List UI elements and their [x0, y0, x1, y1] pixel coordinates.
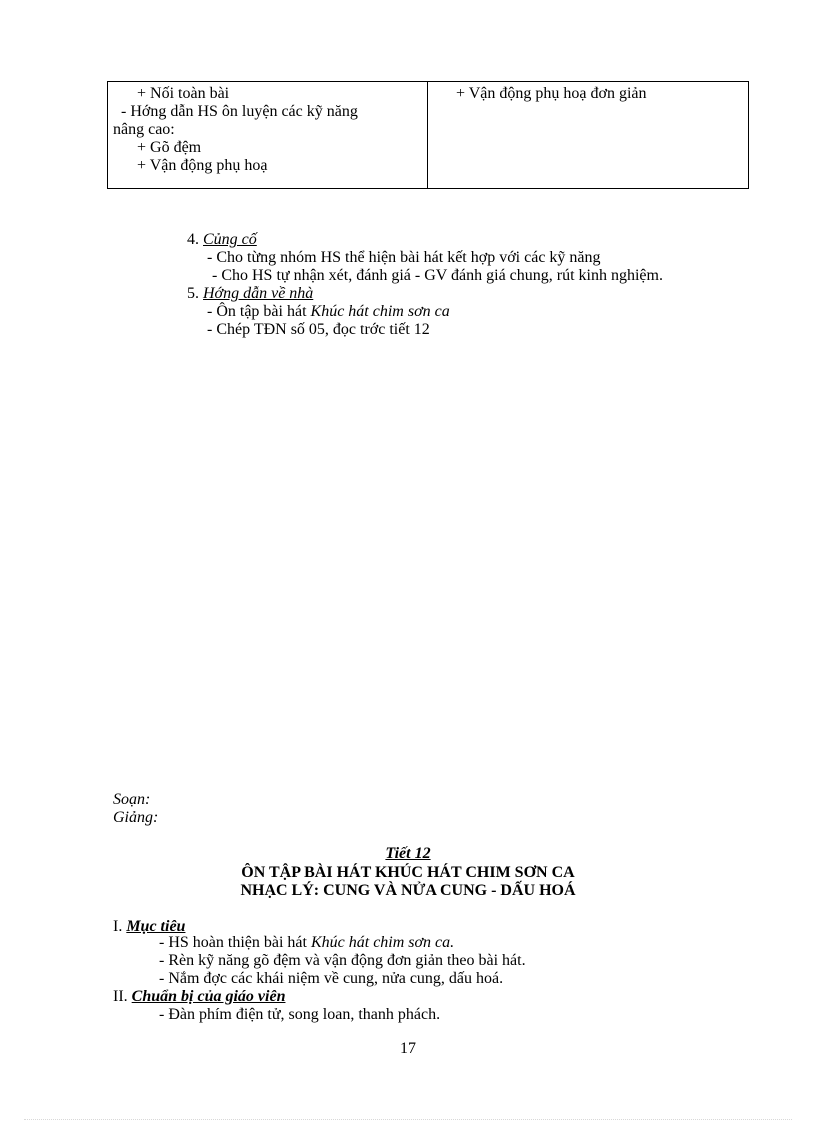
page-number: 17: [400, 1040, 416, 1057]
part2-title: Chuẩn bị của giáo viên: [131, 988, 286, 1005]
section4-number: 4.: [187, 231, 199, 248]
table-column-divider: [427, 82, 428, 188]
table-left-line-2: - Hớng dẫn HS ôn luyện các kỹ năng: [121, 103, 358, 120]
part1-item-2: - Rèn kỹ năng gõ đệm và vận động đơn giản theo bài hát.: [159, 952, 526, 969]
table-left-line-4: + Gõ đệm: [137, 139, 202, 156]
section5-number: 5.: [187, 285, 199, 302]
section5-heading: [187, 285, 313, 303]
section5-item-1: [207, 303, 450, 321]
soan-label: Soạn:: [113, 791, 151, 808]
table-right-line-1: + Vận động phụ hoạ đơn giản: [456, 85, 647, 102]
part1-title: Mục tiêu: [126, 918, 186, 935]
page-bottom-divider: [24, 1119, 792, 1120]
part2-heading: [113, 988, 285, 1006]
section4-item-1: - Cho từng nhóm HS thể hiện bài hát kết hợp với các kỹ năng: [207, 249, 601, 266]
table-left-line-3: nâng cao:: [113, 121, 175, 138]
giang-label: Giảng:: [113, 809, 159, 826]
lesson-heading-1: ÔN TẬP BÀI HÁT KHÚC HÁT CHIM SƠN CA: [241, 864, 575, 881]
part1-item-1-song: Khúc hát chim sơn ca.: [310, 934, 455, 951]
section5-item-1-prefix: - Ôn tập bài hát: [207, 303, 311, 320]
section4-title: Củng cố: [203, 231, 257, 248]
part1-item-3: - Nắm đợc các khái niệm về cung, nửa cung, dấu hoá.: [159, 970, 504, 987]
part1-number: I.: [113, 918, 123, 935]
part1-item-1-prefix: - HS hoàn thiện bài hát: [159, 934, 311, 951]
part2-number: II.: [113, 988, 128, 1005]
part2-item-1: - Đàn phím điện tử, song loan, thanh phách.: [159, 1006, 441, 1023]
lesson-title: Tiết 12: [385, 845, 431, 862]
section5-title: Hớng dẫn về nhà: [203, 285, 314, 302]
section4-item-2: - Cho HS tự nhận xét, đánh giá - GV đánh giá chung, rút kinh nghiệm.: [212, 267, 663, 284]
section5-item-2: - Chép TĐN số 05, đọc trớc tiết 12: [207, 321, 430, 338]
table-left-line-5: + Vận động phụ hoạ: [137, 157, 268, 174]
section4-heading: [187, 231, 257, 249]
lesson-title-row: [0, 845, 816, 863]
section5-item-1-song: Khúc hát chim sơn ca: [310, 303, 450, 320]
table-left-line-1: + Nối toàn bài: [137, 85, 230, 102]
part1-item-1: [159, 934, 454, 952]
lesson-heading-2: NHẠC LÝ: CUNG VÀ NỬA CUNG - DẤU HOÁ: [240, 882, 576, 899]
